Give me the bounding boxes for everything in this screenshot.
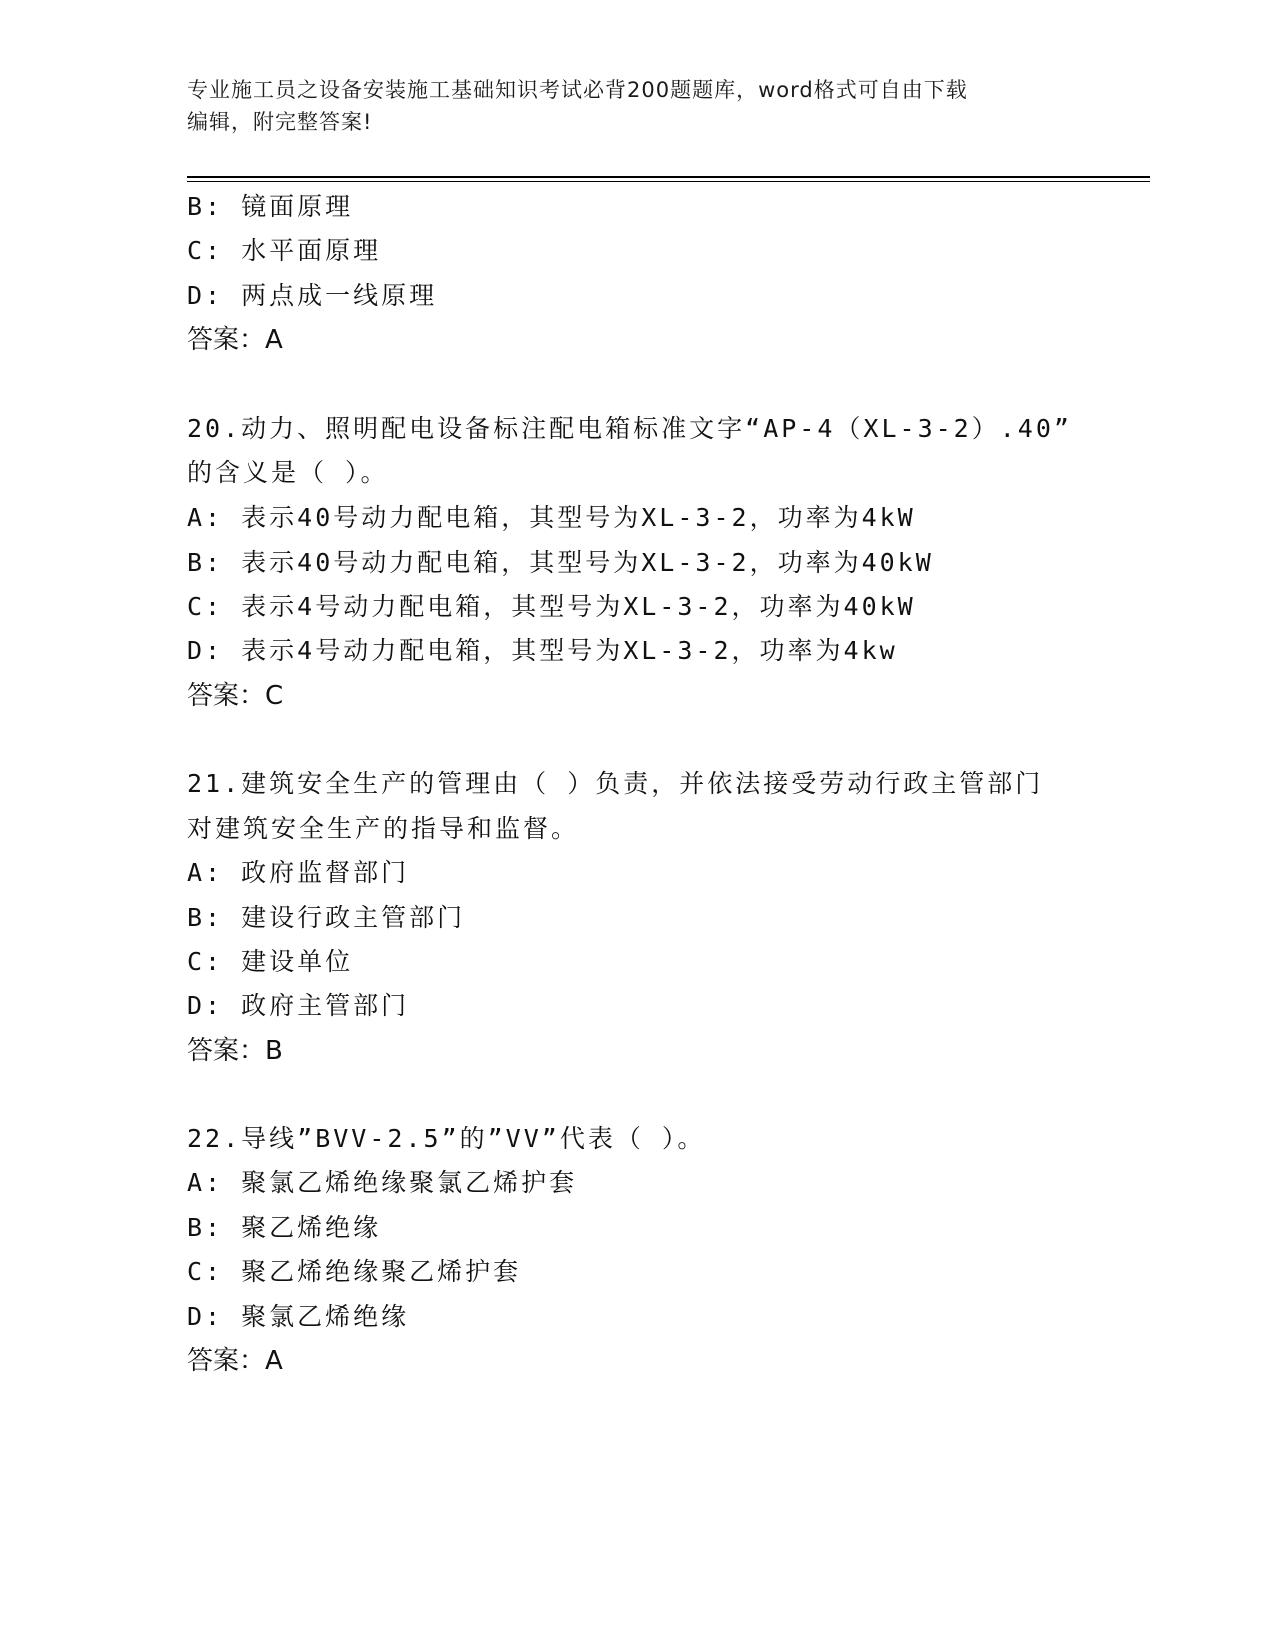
q20-option-c: C: 表示4号动力配电箱，其型号为XL-3-2，功率为40kW bbox=[187, 592, 916, 621]
q22-stem-line-1: 22.导线”BVV-2.5”的”VV”代表（ ）。 bbox=[187, 1124, 706, 1153]
q20-option-a: A: 表示40号动力配电箱，其型号为XL-3-2，功率为4kW bbox=[187, 503, 916, 532]
q22-option-d: D: 聚氯乙烯绝缘 bbox=[187, 1302, 410, 1331]
q21-option-a: A: 政府监督部门 bbox=[187, 858, 410, 887]
q21-option-c: C: 建设单位 bbox=[187, 947, 354, 976]
q22-option-a: A: 聚氯乙烯绝缘聚氯乙烯护套 bbox=[187, 1168, 578, 1197]
q19-option-b: B: 镜面原理 bbox=[187, 192, 354, 221]
q20-stem-line-2: 的含义是（ ）。 bbox=[187, 458, 389, 487]
q20-option-b: B: 表示40号动力配电箱，其型号为XL-3-2，功率为40kW bbox=[187, 548, 934, 577]
header-line-1: 专业施工员之设备安装施工基础知识考试必背200题题库，word格式可自由下载 bbox=[187, 78, 968, 102]
q19-answer: 答案：A bbox=[187, 325, 283, 355]
header-divider-thin bbox=[187, 181, 1150, 182]
q21-option-d: D: 政府主管部门 bbox=[187, 991, 410, 1020]
q20-stem-line-1: 20.动力、照明配电设备标注配电箱标准文字“AP-4（XL-3-2）.40” bbox=[187, 414, 1072, 443]
header-divider-thick bbox=[187, 176, 1150, 178]
document-header bbox=[187, 74, 1067, 138]
q19-option-d: D: 两点成一线原理 bbox=[187, 281, 438, 310]
q22-option-b: B: 聚乙烯绝缘 bbox=[187, 1213, 382, 1242]
q20-answer: 答案：C bbox=[187, 681, 284, 711]
q21-stem-line-2: 对建筑安全生产的指导和监督。 bbox=[187, 814, 580, 843]
q21-option-b: B: 建设行政主管部门 bbox=[187, 903, 466, 932]
header-line-2: 编辑，附完整答案! bbox=[187, 110, 373, 134]
q20-option-d: D: 表示4号动力配电箱，其型号为XL-3-2，功率为4kw bbox=[187, 636, 898, 665]
q22-answer: 答案：A bbox=[187, 1346, 283, 1376]
q22-option-c: C: 聚乙烯绝缘聚乙烯护套 bbox=[187, 1257, 522, 1286]
q21-answer: 答案：B bbox=[187, 1036, 283, 1066]
q21-stem-line-1: 21.建筑安全生产的管理由（ ）负责，并依法接受劳动行政主管部门 bbox=[187, 769, 1044, 798]
q19-option-c: C: 水平面原理 bbox=[187, 236, 382, 265]
